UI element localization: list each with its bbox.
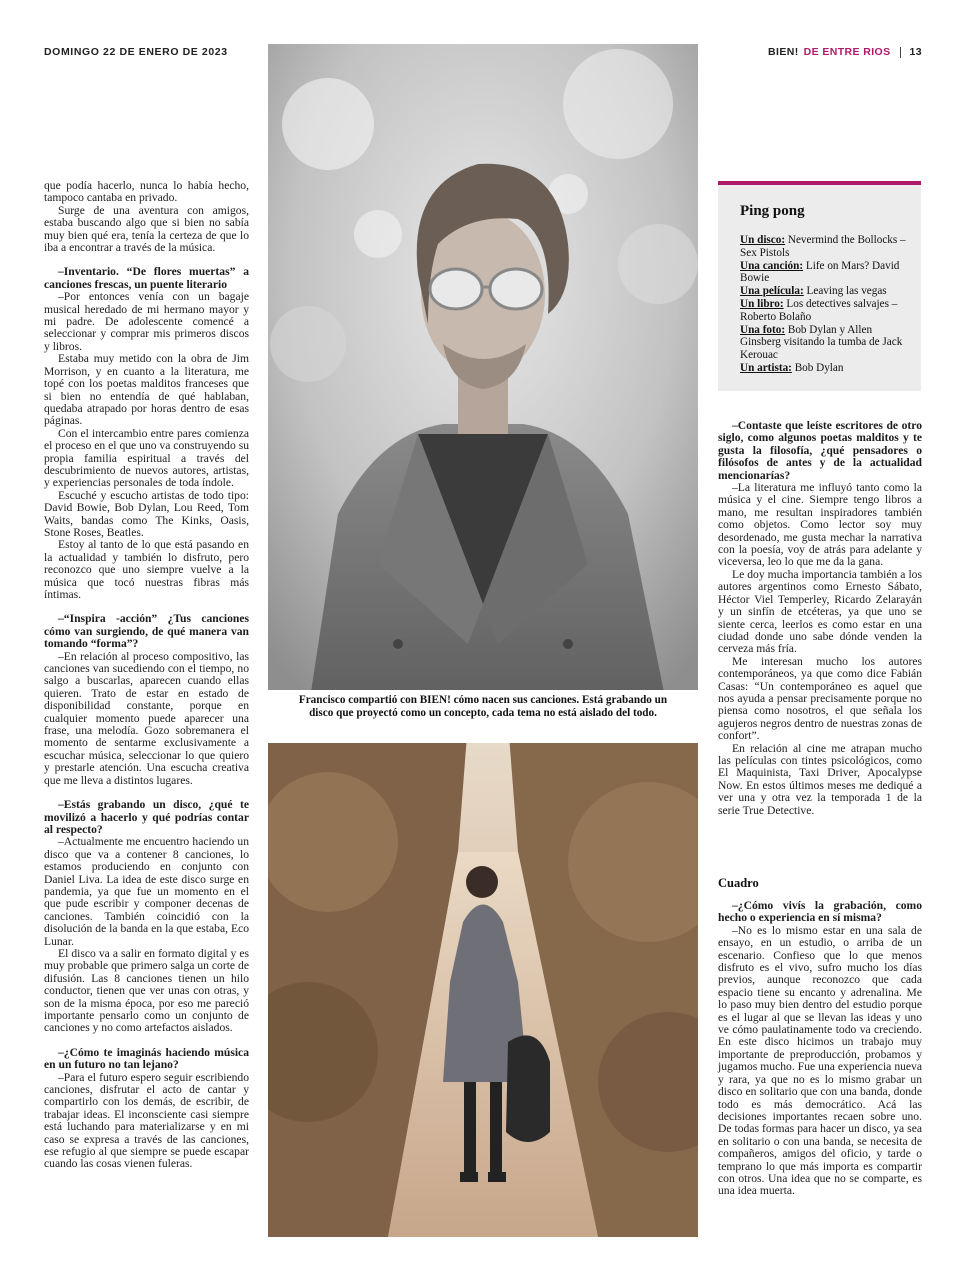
pingpong-item-value: Nevermind the Bollocks – Sex Pistols	[740, 234, 906, 259]
interview-question: –¿Cómo te imaginás haciendo música en un futuro no tan lejano?	[44, 1045, 249, 1072]
paragraph: que podía hacerlo, nunca lo había hecho, tampoco cantaba en privado.	[44, 179, 249, 205]
article-column-right-cuadro	[718, 900, 922, 1198]
article-column-right	[718, 420, 922, 817]
road-photo	[268, 722, 698, 1237]
pingpong-item	[740, 260, 912, 286]
brand-region: DE ENTRE RIOS	[803, 46, 891, 58]
pingpong-item-label: Una canción:	[740, 259, 804, 272]
paragraph: –La literatura me influyó tanto como la música y el cine. Siempre tengo libros a mano, me resultan inspiradores también como objetos. Como lector soy muy desordenado, me gusta mechar la narrativa con la poesía, voy de atrás para adelante y viceversa, leo lo que me da la gana.	[718, 481, 922, 569]
masthead-divider	[900, 47, 901, 58]
pingpong-item-label: Un disco:	[740, 234, 786, 246]
pingpong-item	[740, 234, 912, 260]
paragraph: –Para el futuro espero seguir escribiendo canciones, disfrutar el acto de cantar y compartirlo con los demás, de escribir, de trabajar ideas. El inconsciente casi siempre está luchando para materializarse y en mi caso se expresa a través de las canciones, ese refugio al que siempre se puede escapar cuando las cosas vienen fuleras.	[44, 1070, 249, 1171]
paragraph: –No es lo mismo estar en una sala de ensayo, en un estudio, o arriba de un escenario. Confieso que lo que menos disfruto es el vivo, sufro mucho los días previos, aunque reconozco que cada espacio tiene su encanto y adrenalina. Me lo paso muy bien dentro del estudio porque es el lugar al que se llevan las ideas y uno ve cómo paulatinamente todo va creciendo. En este disco hicimos un trabajo muy importante de preproducción, probamos y jugamos mucho. Fue una experiencia nueva y rara, ya que no es lo mismo grabar un disco en solitario que con una banda, donde todo es más democrático. Acá las decisiones importantes recaen sobre uno. De todas formas para hacer un disco, ya sea en solitario o con una banda, se necesita de compañeros, amigos del oficio, y tarde o temprano lo que más importa es compartir con otros. Una idea que no se comparte, es una idea muerta.	[718, 923, 922, 1198]
pingpong-item-label: Una película:	[740, 285, 804, 298]
paragraph: Estoy al tanto de lo que está pasando en la actualidad y también lo disfruto, pero reconozco que uno siempre vuelve a la música que tocó nuestras fibras más íntimas.	[44, 538, 249, 601]
interview-question: –Inventario. “De flores muertas” a canciones frescas, un puente literario	[44, 265, 249, 291]
paragraph: En relación al cine me atrapan mucho las películas con tintes psicológicos, como El Maquinista, Taxi Driver, Apocalypse Now. En estos últimos meses me dediqué a ver una y otra vez la temporada 1 de la serie True Detective.	[718, 741, 922, 817]
paragraph: Le doy mucha importancia también a los autores argentinos como Ernesto Sábato, Héctor Viel Temperley, Ricardo Zelarayán y un sinfín de etcéteras, ya que uno se siente cerca, leerlos es como estar en una ciudad donde uno sabe dónde venden la cerveza más fría.	[718, 567, 922, 656]
pingpong-item	[740, 285, 912, 298]
pingpong-item-value: Bob Dylan y Allen Ginsberg visitando la tumba de Jack Kerouac	[740, 323, 903, 362]
pingpong-item	[740, 298, 912, 324]
paragraph: Estaba muy metido con la obra de Jim Morrison, y en cuanto a la literatura, me topé con los poetas malditos franceses que si bien no entendía de qué hablaban, quedaba atrapado por horas dentro de esas páginas.	[44, 352, 249, 428]
interview-question: –Estás grabando un disco, ¿qué te movilizó a hacerlo y qué podrías contar al respecto?	[44, 798, 249, 836]
pingpong-item	[740, 362, 912, 375]
pingpong-item-label: Un artista:	[740, 361, 792, 374]
interview-question: –“Inspira -acción” ¿Tus canciones cómo van surgiendo, de qué manera van tomando “forma”?	[44, 612, 249, 651]
pingpong-item	[740, 324, 912, 362]
pingpong-item-value: Bob Dylan	[791, 361, 844, 374]
paragraph: Surge de una aventura con amigos, estaba buscando algo que si bien no sabía muy bien qué era, tenía la certeza de que lo iba a encontrar a través de la música.	[44, 203, 249, 255]
section-heading-cuadro: Cuadro	[718, 876, 759, 890]
photo-caption: Francisco compartió con BIEN! cómo nacen sus canciones. Está grabando un disco que proyectó como un concepto, cada tema no está aislado del todo.	[268, 690, 698, 743]
paragraph: –En relación al proceso compositivo, las canciones van sucediendo con el tiempo, no salgo a buscarlas, aparecen cuando ellas quieren. Trato de estar en estado de disponibilidad constante, porque en cualquier momento puede aparecer una frase, una melodía. Gozo sobremanera el momento de sentarme exclusivamente a escuchar música, seleccionar lo que quiero y prestarle atención. Una escucha creativa que me lleva a distintos lugares.	[44, 649, 249, 787]
edition-date: DOMINGO 22 DE ENERO DE 2023	[44, 46, 228, 58]
paragraph: El disco va a salir en formato digital y es muy probable que primero salga un corte de difusión. Las 8 canciones tienen un hilo conductor, tienen que ver unas con otras, y son de la misma época, por eso me pareció importante pensarlo como un conjunto de canciones y no como artefactos aislados.	[44, 946, 249, 1035]
pingpong-title: Ping pong	[740, 203, 805, 219]
pingpong-item-value: Leaving las vegas	[803, 285, 887, 298]
pingpong-item-label: Una foto:	[740, 323, 786, 336]
interview-question: –Contaste que leíste escritores de otro siglo, como algunos poetas malditos y te gusta la filosofía, ¿qué pensadores o filósofos de antes y de la actualidad mencionarías?	[718, 419, 922, 482]
paragraph: Con el intercambio entre pares comienza el proceso en el que uno va construyendo su propia familia espiritual a través del descubrimiento de nuevos autores, artistas, y experiencias personales de toda índole.	[44, 426, 249, 490]
portrait-photo	[268, 44, 698, 712]
paragraph: Escuché y escucho artistas de todo tipo: David Bowie, Bob Dylan, Lou Reed, Tom Waits, bandas como The Kinks, Oasis, Stone Roses, Beatles.	[44, 488, 249, 539]
pingpong-item-value: Los detectives salvajes – Roberto Bolaño	[740, 297, 898, 323]
pingpong-item-label: Un libro:	[740, 297, 784, 310]
publication-masthead	[768, 46, 922, 58]
paragraph: –Por entonces venía con un bagaje musical heredado de mi hermano mayor y mi padre. De adolescente comencé a seleccionar y comprar mis primeros discos y libros.	[44, 290, 249, 353]
article-column-left	[44, 180, 249, 1171]
pingpong-item-value: Life on Mars? David Bowie	[740, 259, 900, 285]
brand-name: BIEN!	[768, 46, 799, 58]
paragraph: –Actualmente me encuentro haciendo un disco que va a contener 8 canciones, lo estamos produciendo en conjunto con Daniel Liva. La idea de este disco surge en pandemia, ya que fue un momento en el que pude escribir y componer decenas de canciones. También coincidió con la disolución de la banda en la que estaba, Eco Lunar.	[44, 835, 249, 948]
interview-question: –¿Cómo vivís la grabación, como hecho o experiencia en sí misma?	[718, 899, 922, 925]
page-number: 13	[909, 46, 922, 58]
paragraph: Me interesan mucho los autores contemporáneos, ya que como dice Fabián Casas: “Un contemporáneo es aquel que nos ayuda a pensar precisamente porque no piensa como nosotros, el que señala los agujeros negros dentro de nuestras zonas de confort”.	[718, 654, 922, 743]
pingpong-list	[740, 234, 912, 375]
